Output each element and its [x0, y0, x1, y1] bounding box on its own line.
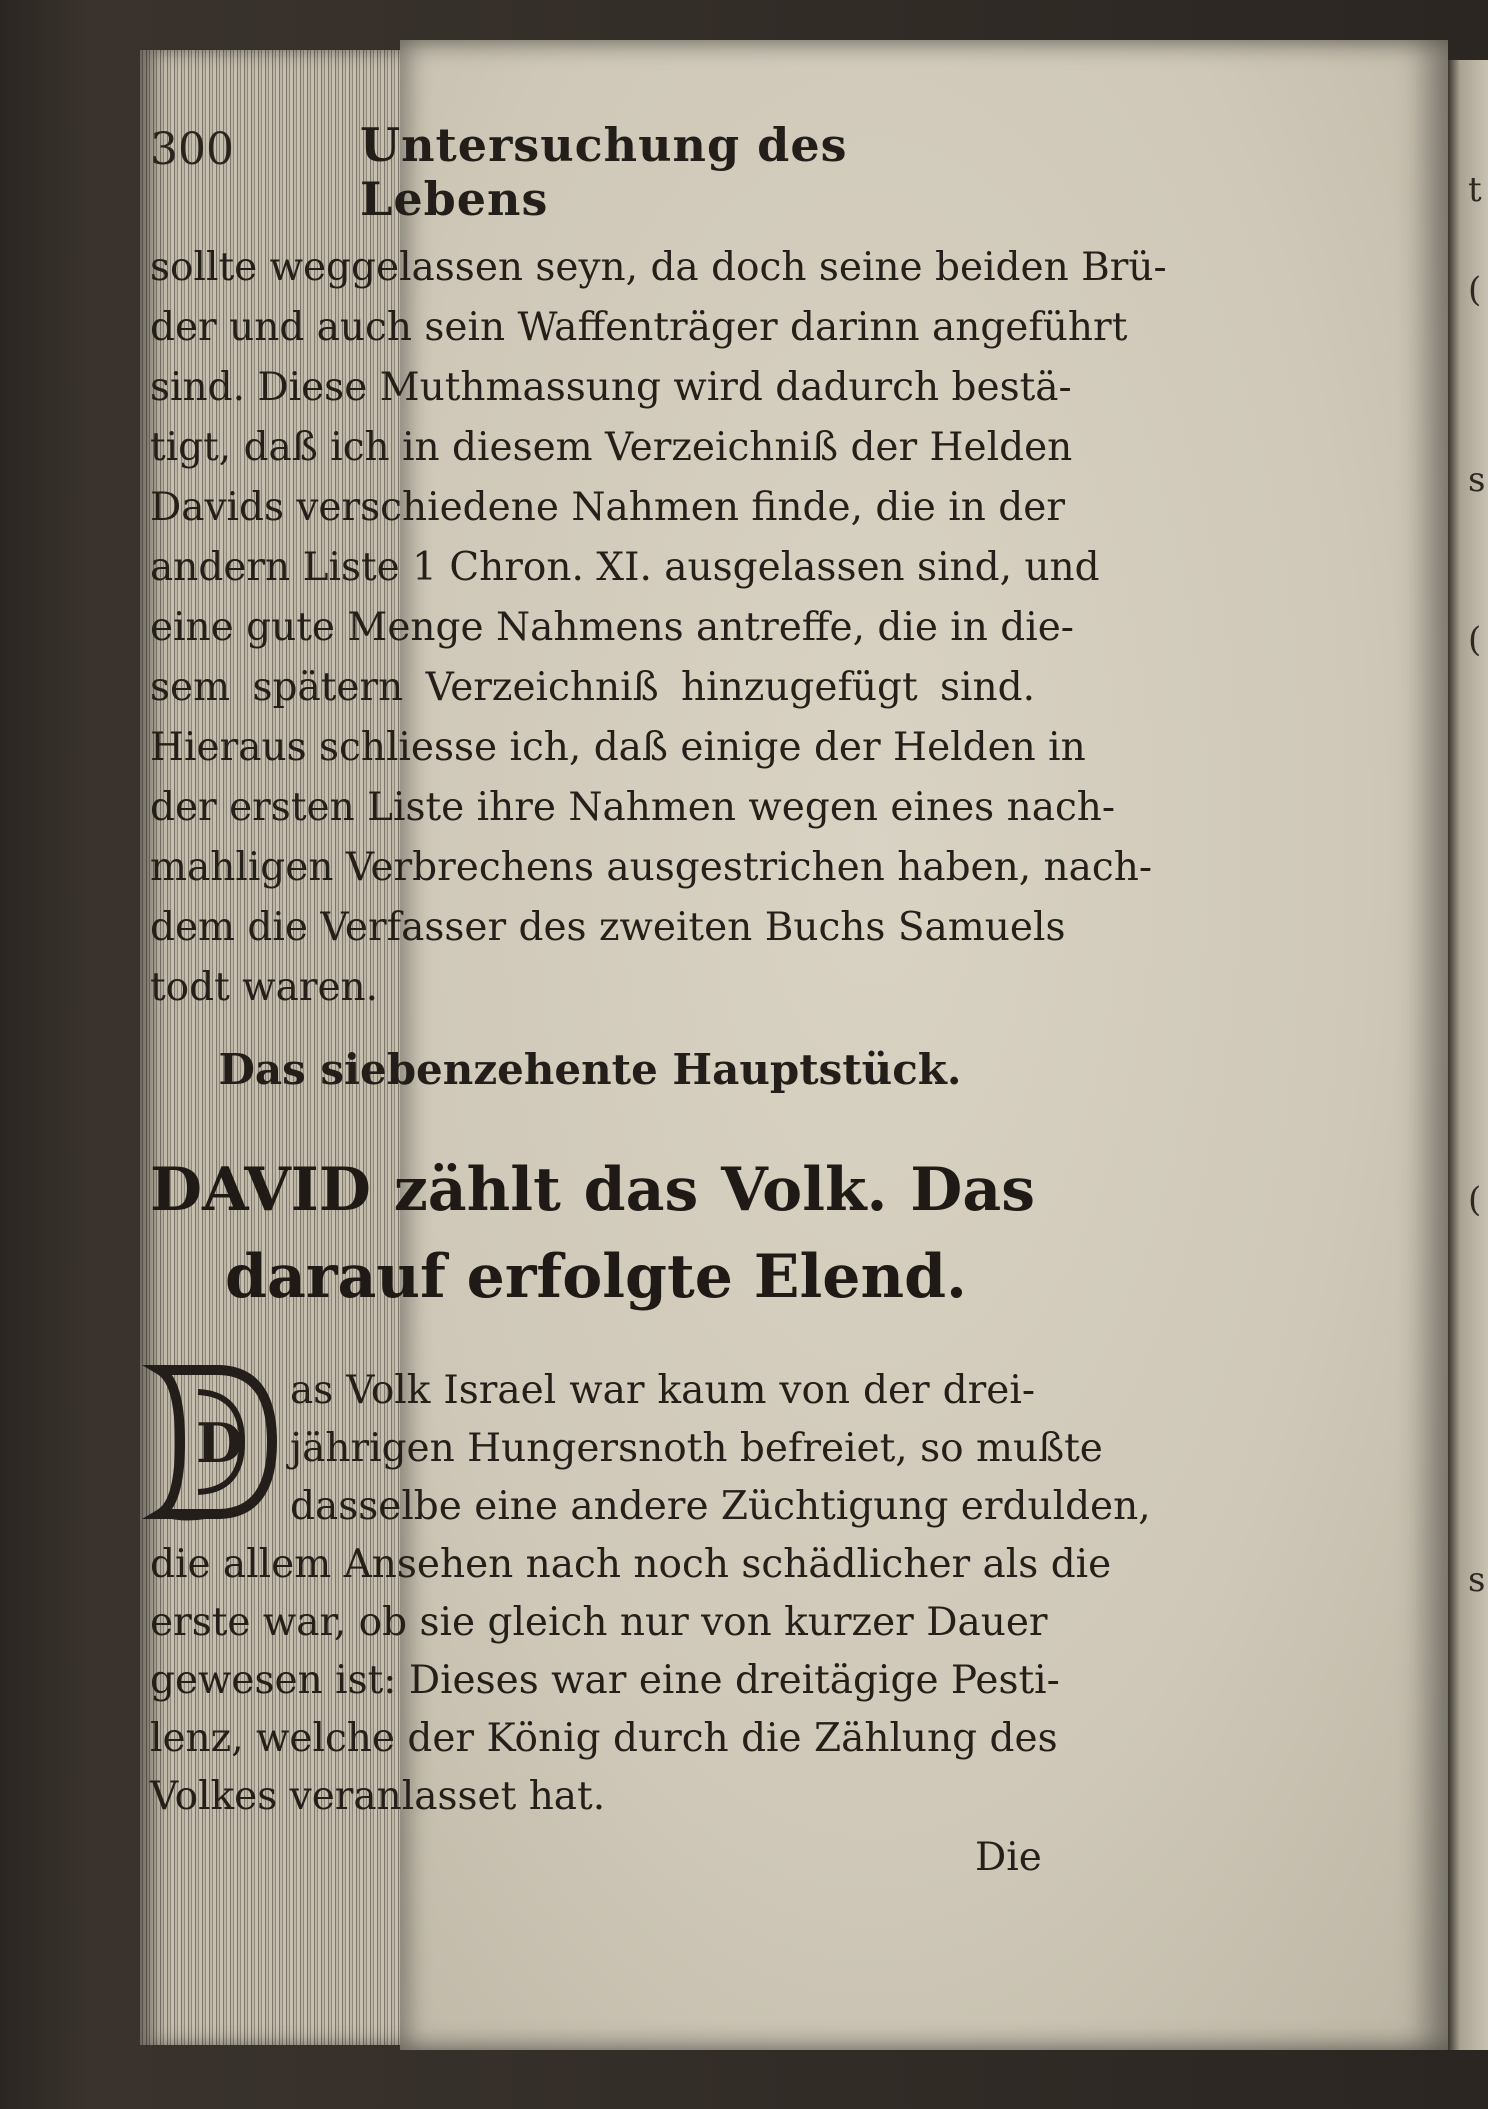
- page-number: 300: [150, 124, 234, 175]
- text-line: mahligen Verbrechens ausgestrichen haben, nach-: [150, 845, 1153, 890]
- text-line: sollte weggelassen seyn, da doch seine beiden Brü-: [150, 245, 1167, 290]
- text-line: die allem Ansehen nach noch schädlicher als die: [150, 1542, 1112, 1587]
- text-line: tigt, daß ich in diesem Verzeichniß der Helden: [150, 425, 1073, 470]
- text-line: Hieraus schliesse ich, daß einige der Helden in: [150, 725, 1086, 770]
- text-line: dem die Verfasser des zweiten Buchs Samuels: [150, 905, 1066, 950]
- text-line: Davids verschiedene Nahmen finde, die in der: [150, 485, 1065, 530]
- bottom-paragraph: [150, 1362, 1151, 1826]
- text-line: sem spätern Verzeichniß hinzugefügt sind.: [150, 665, 1035, 710]
- facing-page-glyph: s: [1468, 460, 1486, 500]
- page-header: [150, 112, 1010, 226]
- text-line: dasselbe eine andere Züchtigung erdulden,: [290, 1484, 1151, 1529]
- chapter-heading-line: darauf erfolgte Elend.: [225, 1242, 967, 1312]
- text-line: as Volk Israel war kaum von der drei-: [290, 1368, 1035, 1413]
- facing-page-edge: [1448, 60, 1488, 2050]
- catchword: Die: [975, 1835, 1042, 1880]
- facing-page-glyph: s: [1468, 1560, 1486, 1600]
- text-line: Volkes veranlasset hat.: [150, 1774, 606, 1819]
- svg-text:D: D: [196, 1411, 243, 1475]
- chapter-title: Das siebenzehente Hauptstück.: [218, 1045, 962, 1094]
- facing-page-glyph: (: [1468, 620, 1482, 660]
- text-line: andern Liste 1 Chron. XI. ausgelassen sind, und: [150, 545, 1100, 590]
- facing-page-glyph: (: [1468, 270, 1482, 310]
- text-line: todt waren.: [150, 965, 379, 1010]
- text-line: der und auch sein Waffenträger darinn angeführt: [150, 305, 1128, 350]
- text-line: jährigen Hungersnoth befreiet, so mußte: [290, 1426, 1103, 1471]
- text-line: der ersten Liste ihre Nahmen wegen eines nach-: [150, 785, 1116, 830]
- facing-page-glyph: (: [1468, 1180, 1482, 1220]
- chapter-heading-line: DAVID zählt das Volk. Das: [150, 1155, 1035, 1225]
- running-head: Untersuchung des Lebens: [360, 118, 848, 226]
- text-line: gewesen ist: Dieses war eine dreitägige Pesti-: [150, 1658, 1060, 1703]
- facing-page-glyph: t: [1468, 170, 1482, 210]
- top-paragraph: [150, 238, 1167, 1018]
- text-line: eine gute Menge Nahmens antreffe, die in die-: [150, 605, 1074, 650]
- text-line: lenz, welche der König durch die Zählung des: [150, 1716, 1058, 1761]
- text-line: sind. Diese Muthmassung wird dadurch bestä-: [150, 365, 1072, 410]
- text-line: erste war, ob sie gleich nur von kurzer Dauer: [150, 1600, 1048, 1645]
